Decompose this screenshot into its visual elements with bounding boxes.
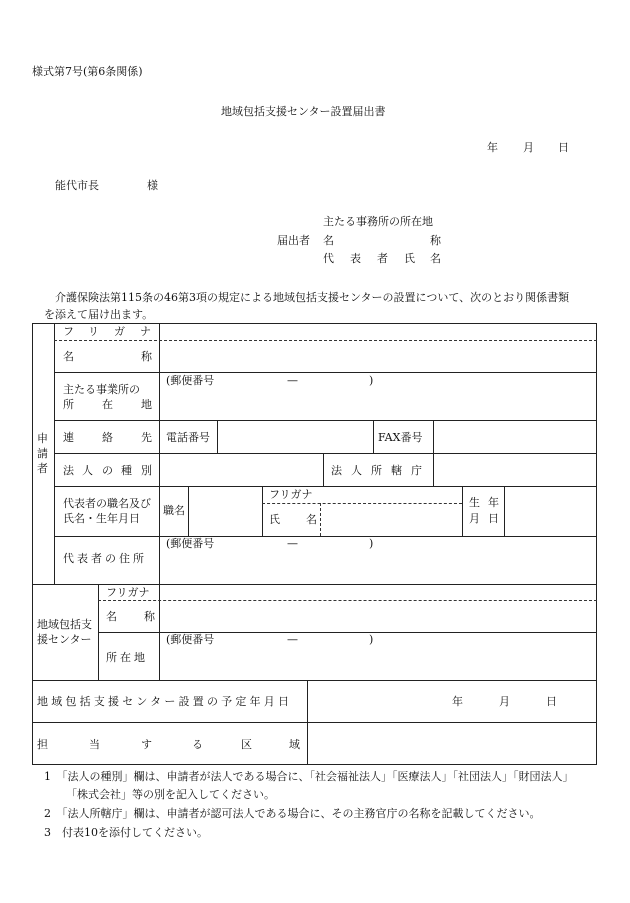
office-label-char: 所	[63, 398, 74, 411]
postal-dash: —	[287, 537, 298, 550]
addressee-honorific: 様	[147, 179, 158, 192]
rep-name-char: 名	[306, 513, 317, 526]
center-name-char: 名	[106, 610, 117, 623]
birth-char: 日	[488, 512, 499, 525]
postal-open: (郵便番号	[166, 537, 215, 550]
applicant-header-char: 者	[37, 462, 48, 475]
date-month: 月	[523, 141, 534, 154]
postal-close: )	[369, 633, 374, 646]
applicant-header-char: 申	[37, 432, 48, 445]
applicant-name-char: 称	[430, 234, 441, 247]
area-label-char: 当	[89, 738, 100, 751]
date-day: 日	[558, 141, 569, 154]
area-label-char: 域	[289, 738, 300, 751]
corp-type-char: 別	[141, 464, 152, 477]
intro-line-1: 介護保険法第115条の46第3項の規定による地域包括支援センターの設置について、次のとおり関係書類	[55, 291, 570, 304]
area-label-char: 区	[241, 738, 252, 751]
rep-char: 氏	[404, 252, 415, 265]
corp-office-char: 轄	[391, 464, 402, 477]
note-1-cont: 「株式会社」等の別を記入してください。	[66, 788, 275, 801]
intro-line-2: を添えて届け出ます。	[44, 308, 154, 321]
birth-char: 月	[469, 512, 480, 525]
note-3: 3 付表10を添付してください。	[44, 826, 208, 839]
center-label-line1: 地域包括支	[37, 618, 92, 631]
date-year: 年	[487, 141, 498, 154]
postal-close: )	[369, 374, 374, 387]
rep-label-line2: 氏名・生年月日	[63, 512, 140, 525]
area-label-char: る	[192, 738, 203, 751]
center-name-char: 称	[144, 610, 155, 623]
form-number: 様式第7号(第6条関係)	[32, 65, 143, 78]
fax-label: FAX番号	[378, 431, 423, 444]
center-label-line2: 援センター	[37, 633, 92, 646]
corp-office-char: 人	[351, 464, 362, 477]
job-title-label: 職名	[163, 504, 185, 517]
contact-label-char: 絡	[102, 431, 113, 444]
corp-office-char: 所	[371, 464, 382, 477]
rep-address-label: 代表者の住所	[63, 552, 147, 565]
center-furigana-label: フリガナ	[106, 586, 150, 599]
birth-char: 生	[469, 496, 480, 509]
furigana-char: ナ	[140, 325, 151, 338]
application-table	[32, 323, 597, 765]
rep-char: 名	[430, 252, 441, 265]
name-label-char: 名	[63, 350, 74, 363]
furigana-char: ガ	[114, 325, 125, 338]
rep-name-char: 氏	[269, 513, 280, 526]
office-label-char: 在	[102, 398, 113, 411]
office-label-char: 地	[141, 398, 152, 411]
corp-office-char: 庁	[411, 464, 422, 477]
planned-month: 月	[499, 695, 510, 708]
corp-office-char: 法	[331, 464, 342, 477]
planned-day: 日	[546, 695, 557, 708]
postal-dash: —	[287, 633, 298, 646]
area-label-char: 担	[37, 738, 48, 751]
note-2: 2 「法人所轄庁」欄は、申請者が認可法人である場合に、その主務官庁の名称を記載してください。	[44, 807, 541, 820]
planned-date-label: 地域包括支援センター設置の予定年月日	[37, 695, 293, 708]
area-label-char: す	[141, 738, 152, 751]
addressee-name: 能代市長	[55, 179, 99, 192]
rep-furigana-label: フリガナ	[269, 488, 313, 501]
office-address-label: 主たる事務所の所在地	[323, 215, 433, 228]
corp-type-char: 人	[82, 464, 93, 477]
planned-year: 年	[452, 695, 463, 708]
rep-char: 代	[323, 252, 334, 265]
phone-label: 電話番号	[166, 431, 210, 444]
postal-open: (郵便番号	[166, 633, 215, 646]
furigana-char: リ	[88, 325, 99, 338]
postal-close: )	[369, 537, 374, 550]
rep-char: 表	[350, 252, 361, 265]
name-label-char: 称	[141, 350, 152, 363]
form-title: 地域包括支援センター設置届出書	[221, 105, 386, 118]
applicant-label: 届出者	[277, 234, 310, 247]
birth-char: 年	[488, 496, 499, 509]
corp-type-char: 種	[121, 464, 132, 477]
corp-type-char: の	[102, 464, 113, 477]
rep-label-line1: 代表者の職名及び	[63, 497, 151, 510]
contact-label-char: 連	[63, 431, 74, 444]
note-1: 1 「法人の種別」欄は、申請者が法人である場合に、「社会福祉法人」「医療法人」「社団法人」「財団法人」	[44, 770, 574, 783]
applicant-name-char: 名	[323, 234, 334, 247]
applicant-header-char: 請	[37, 447, 48, 460]
office-label-line1: 主たる事業所の	[63, 383, 140, 396]
postal-dash: —	[287, 374, 298, 387]
postal-open: (郵便番号	[166, 374, 215, 387]
corp-type-char: 法	[63, 464, 74, 477]
center-location-label: 所在地	[106, 651, 148, 664]
furigana-char: フ	[63, 325, 74, 338]
rep-char: 者	[377, 252, 388, 265]
contact-label-char: 先	[141, 431, 152, 444]
